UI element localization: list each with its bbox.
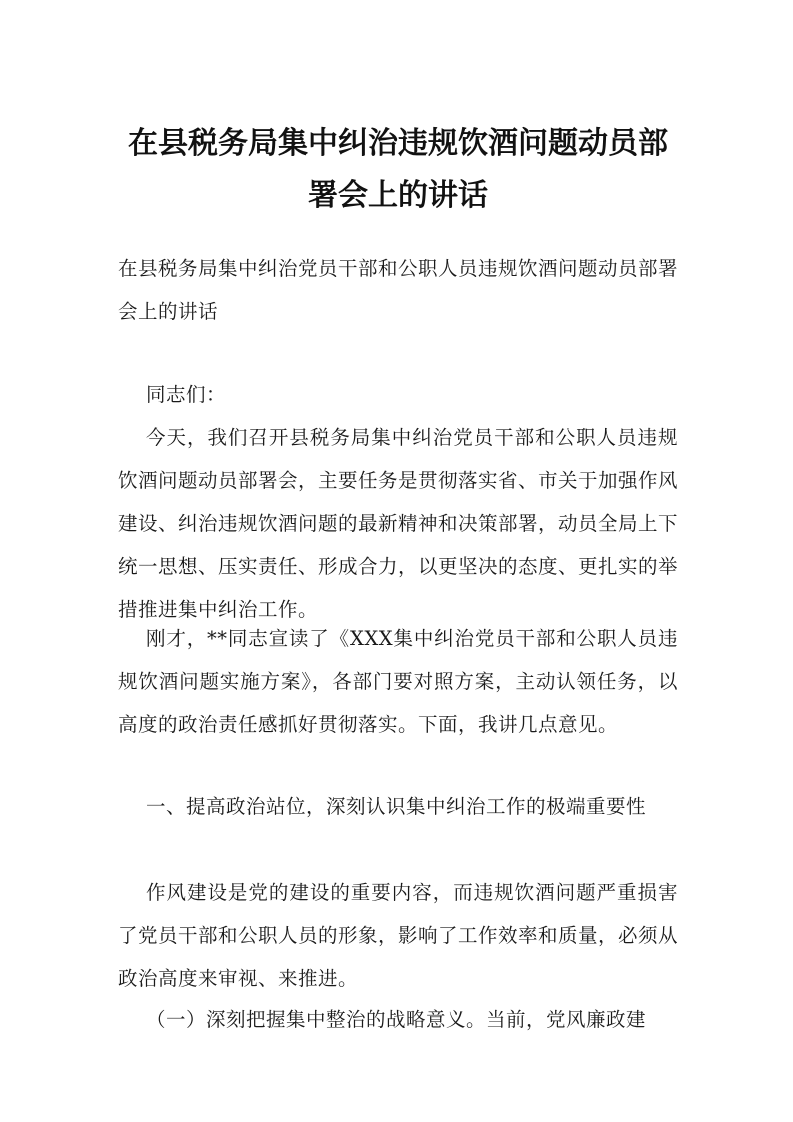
paragraph-3: 作风建设是党的建设的重要内容，而违规饮酒问题严重损害了党员干部和公职人员的形象，影响了工作效率和质量，必须从政治高度来审视、来推进。 (118, 881, 679, 990)
document-subtitle: 在县税务局集中纠治党员干部和公职人员违规饮酒问题动员部署会上的讲话 (118, 257, 679, 323)
section-heading-1: 一、提高政治站位，深刻认识集中纠治工作的极端重要性 (146, 795, 647, 818)
document-title (118, 118, 678, 222)
title-line-2: 署会上的讲话 (308, 178, 488, 213)
greeting: 同志们： (146, 383, 227, 406)
paragraph-4: （一）深刻把握集中整治的战略意义。当前，党风廉政建 (146, 1008, 647, 1031)
title-line-1: 在县税务局集中纠治违规饮酒问题动员部 (128, 126, 668, 161)
paragraph-2: 刚才，**同志宣读了《XXX集中纠治党员干部和公职人员违规饮酒问题实施方案》，各部门要对照方案，主动认领任务，以高度的政治责任感抓好贯彻落实。下面，我讲几点意见。 (118, 627, 678, 736)
paragraph-1: 今天，我们召开县税务局集中纠治党员干部和公职人员违规饮酒问题动员部署会，主要任务是贯彻落实省、市关于加强作风建设、纠治违规饮酒问题的最新精神和决策部署，动员全局上下统一思想、压实责任、形成合力，以更坚决的态度、更扎实的举措推进集中纠治工作。 (118, 426, 679, 621)
